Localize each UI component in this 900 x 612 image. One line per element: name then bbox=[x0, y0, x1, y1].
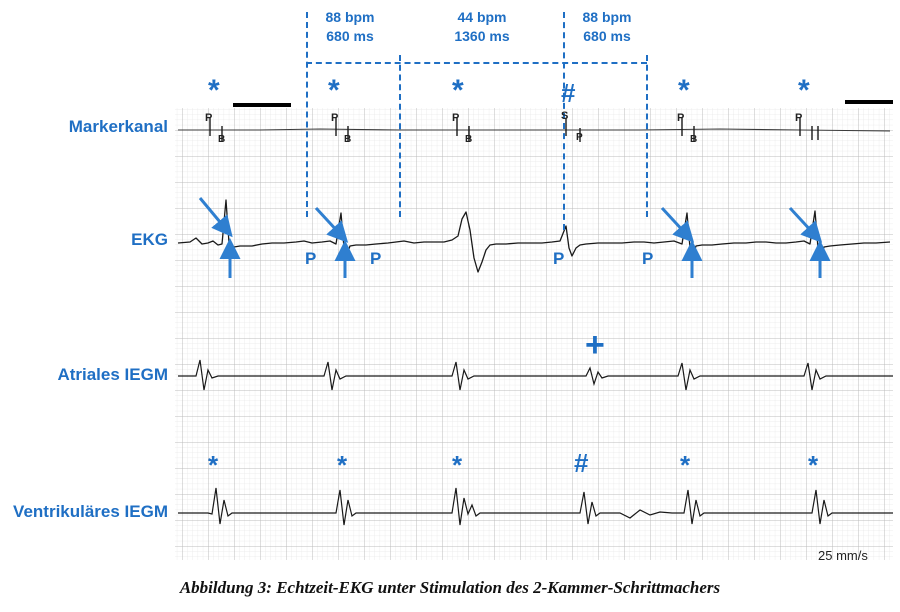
marker-symbol-6-text: P bbox=[795, 112, 803, 124]
annotation-star-vent-1: * bbox=[208, 450, 219, 480]
channel-label-atrial: Atriales IEGM bbox=[57, 365, 168, 384]
annotation-star-vent-4: * bbox=[680, 450, 691, 480]
interval-divider-4 bbox=[646, 55, 648, 217]
marker-symbol-5 bbox=[677, 112, 684, 124]
marker-symbol-2-sub bbox=[344, 134, 351, 145]
marker-symbol-6 bbox=[795, 112, 802, 124]
annotation-star-top-5: * bbox=[798, 74, 810, 107]
p-wave-label-2: P bbox=[370, 249, 382, 268]
p-wave-label-3: P bbox=[553, 249, 565, 268]
marker-symbol-1 bbox=[205, 112, 212, 124]
annotation-plus-atrial: + bbox=[585, 326, 605, 364]
marker-symbol-5-sub-text: B bbox=[690, 134, 698, 145]
marker-symbol-1-text: P bbox=[205, 112, 213, 124]
scale-bar-right bbox=[845, 100, 893, 104]
interval-label-1 bbox=[300, 8, 400, 46]
interval-label-3 bbox=[557, 8, 657, 46]
annotation-star-top-4: * bbox=[678, 74, 690, 107]
interval-rate-1: 88 bpm bbox=[325, 9, 375, 25]
interval-time-2: 1360 ms bbox=[454, 27, 510, 44]
interval-time-1: 680 ms bbox=[326, 27, 374, 44]
scale-bar-left bbox=[233, 103, 291, 107]
annotation-star-top-3: * bbox=[452, 74, 464, 107]
marker-symbol-2-text: P bbox=[331, 112, 339, 124]
p-wave-label-4: P bbox=[642, 249, 654, 268]
channel-label-marker: Markerkanal bbox=[68, 117, 168, 136]
marker-symbol-4-sub-text: P bbox=[576, 132, 583, 143]
marker-symbol-5-text: P bbox=[677, 112, 685, 124]
marker-symbol-2 bbox=[331, 112, 338, 124]
marker-symbol-4-sub bbox=[576, 132, 583, 143]
marker-symbol-4 bbox=[561, 110, 568, 122]
annotation-hash-top: # bbox=[561, 78, 576, 108]
marker-symbol-4-text: S bbox=[561, 110, 569, 122]
channel-label-ventricular: Ventrikuläres IEGM bbox=[13, 502, 168, 521]
channel-label-ekg: EKG bbox=[131, 230, 168, 249]
p-wave-label-1: P bbox=[305, 249, 317, 268]
interval-time-3: 680 ms bbox=[583, 27, 631, 44]
marker-symbol-3-sub-text: B bbox=[465, 134, 473, 145]
marker-symbol-3-sub bbox=[465, 134, 472, 145]
marker-symbol-5-sub bbox=[690, 134, 697, 145]
annotation-star-top-1: * bbox=[208, 74, 220, 107]
annotation-star-vent-3: * bbox=[452, 450, 463, 480]
annotation-star-vent-5: * bbox=[808, 450, 819, 480]
marker-symbol-2-sub-text: B bbox=[344, 134, 352, 145]
marker-symbol-1-sub-text: B bbox=[218, 134, 226, 145]
figure-caption: Abbildung 3: Echtzeit-EKG unter Stimulation des 2-Kammer-Schrittmachers bbox=[179, 578, 721, 597]
interval-divider-2 bbox=[399, 55, 401, 217]
annotation-hash-vent: # bbox=[574, 448, 589, 478]
interval-rate-2: 44 bpm bbox=[457, 9, 507, 25]
marker-symbol-3 bbox=[452, 112, 459, 124]
marker-symbol-3-text: P bbox=[452, 112, 460, 124]
annotation-star-vent-2: * bbox=[337, 450, 348, 480]
annotation-star-top-2: * bbox=[328, 74, 340, 107]
paper-speed-label: 25 mm/s bbox=[818, 548, 868, 563]
interval-rate-3: 88 bpm bbox=[582, 9, 632, 25]
interval-bracket-line bbox=[306, 62, 647, 64]
interval-label-2 bbox=[427, 8, 537, 46]
marker-symbol-1-sub bbox=[218, 134, 225, 145]
